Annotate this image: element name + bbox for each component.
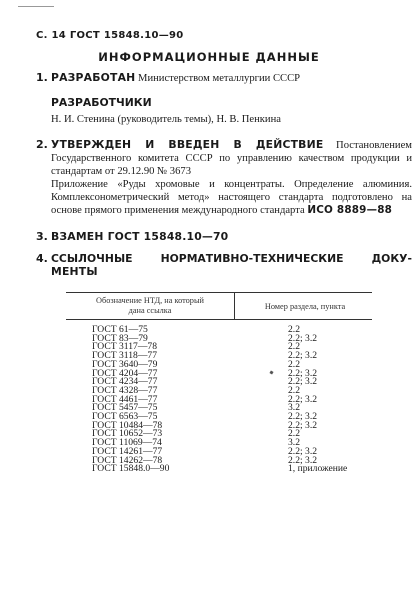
page-header: С. 14 ГОСТ 15848.10—90 — [36, 30, 184, 41]
table-cell-document: ГОСТ 6563—75 — [92, 411, 158, 422]
table-cell-document: ГОСТ 5457—75 — [92, 402, 158, 414]
table-cell-reference: 3.2 — [288, 437, 300, 449]
table-cell-reference: 2.2 — [288, 324, 300, 335]
top-rule — [18, 6, 54, 7]
section-3-number: 3. — [36, 230, 48, 243]
section-4-body — [51, 252, 412, 278]
table-cell-reference: 2.2; 3.2 — [288, 393, 318, 405]
section-3-body — [51, 230, 412, 244]
table-cell-document: ГОСТ 3117—78 — [92, 341, 158, 353]
section-2-text: Постановлением Государственного комитета СССР по управлению качеством продукции и стандартам от 29.12.90 № 3673 — [51, 140, 412, 177]
developers-heading: РАЗРАБОТЧИКИ — [51, 96, 152, 109]
section-1-number: 1. — [36, 71, 48, 84]
table-cell-document: ГОСТ 10652—73 — [92, 428, 163, 440]
table-cell-reference: 1, приложение — [288, 463, 348, 475]
section-1-caps: РАЗРАБОТАН — [51, 71, 136, 84]
table-cell-document: ГОСТ 3640—79 — [92, 358, 158, 370]
table-cell-reference: 2.2; 3.2 — [288, 445, 318, 457]
table-cell-document: ГОСТ 14262—78 — [92, 454, 163, 466]
table-cell-reference: 2.2; 3.2 — [288, 332, 318, 344]
table-cell-document: ГОСТ 4461—77 — [92, 393, 158, 405]
section-2-caps: УТВЕРЖДЕН И ВВЕДЕН В ДЕЙСТВИЕ — [51, 138, 324, 151]
section-2-appendix-text: Приложение «Руды хромовые и концентраты. Определение алюминия. Комплексонометрический метод» настоящего стандарта подготовлено на основе прямого применения международного стандарта — [51, 179, 412, 216]
table-cell-reference: 2.2 — [288, 428, 300, 440]
section-2-number: 2. — [36, 138, 48, 151]
table-column-divider — [234, 293, 235, 319]
section-4 — [36, 252, 412, 278]
section-3 — [36, 230, 412, 244]
table-cell-reference: 2.2; 3.2 — [288, 376, 318, 388]
table-cell-document: ГОСТ 3118—77 — [92, 350, 158, 362]
table-cell-document: ГОСТ 15848.0—90 — [92, 463, 170, 475]
section-4-title-line1 — [51, 252, 412, 265]
section-1 — [36, 71, 412, 85]
table-cell-reference: 3.2 — [288, 402, 300, 414]
section-2-iso: ИСО 8889—88 — [307, 204, 393, 216]
section-4-title-word-3: ДОКУ- — [371, 252, 412, 265]
table-col1-header — [70, 296, 230, 316]
section-4-title-word-1: ССЫЛОЧНЫЕ — [51, 252, 133, 265]
table-cell-document: ГОСТ 4234—77 — [92, 376, 158, 388]
section-2-appendix — [51, 178, 412, 217]
table-cell-document: ГОСТ 11069—74 — [92, 437, 162, 449]
section-4-title-word-2: НОРМАТИВНО-ТЕХНИЧЕСКИЕ — [160, 252, 344, 265]
table-cell-reference: 2.2; 3.2 — [288, 411, 318, 422]
page-title: ИНФОРМАЦИОННЫЕ ДАННЫЕ — [98, 50, 320, 64]
table-cell-document: ГОСТ 4328—77 — [92, 384, 158, 396]
table-cell-document: ГОСТ 14261—77 — [92, 445, 163, 457]
table-cell-document: ГОСТ 83—79 — [92, 332, 148, 344]
section-2-body — [51, 138, 412, 178]
developers-list: Н. И. Стенина (руководитель темы), Н. В. Пенкина — [51, 114, 281, 125]
table-row — [0, 463, 418, 474]
table-cell-reference: 2.2; 3.2 — [288, 419, 318, 431]
table-cell-reference: 2.2 — [288, 341, 300, 353]
section-4-title-line2: МЕНТЫ — [51, 265, 98, 278]
section-1-body — [51, 71, 412, 85]
table-cell-reference: 2.2; 3.2 — [288, 367, 318, 379]
section-1-text: Министерством металлургии СССР — [135, 73, 301, 84]
section-2 — [36, 138, 412, 217]
table-cell-reference: 2.2 — [288, 358, 300, 370]
table-cell-document: ГОСТ 10484—78 — [92, 419, 163, 431]
table-cell-document: ГОСТ 61—75 — [92, 324, 148, 335]
table-col1-header-line2: дана ссылка — [128, 306, 172, 315]
table-col1-header-line1: Обозначение НТД, на который — [96, 296, 204, 305]
table-header-rule — [66, 319, 372, 320]
table-cell-document: ГОСТ 4204—77 — [92, 367, 158, 379]
section-3-caps: ВЗАМЕН ГОСТ 15848.10—70 — [51, 230, 229, 243]
table-top-rule — [66, 292, 372, 293]
table-cell-reference: 2.2 — [288, 384, 300, 396]
table-cell-reference: 2.2; 3.2 — [288, 350, 318, 362]
table-col2-header: Номер раздела, пункта — [264, 302, 346, 311]
table-cell-reference: 2.2; 3.2 — [288, 454, 318, 466]
section-4-number: 4. — [36, 252, 48, 265]
